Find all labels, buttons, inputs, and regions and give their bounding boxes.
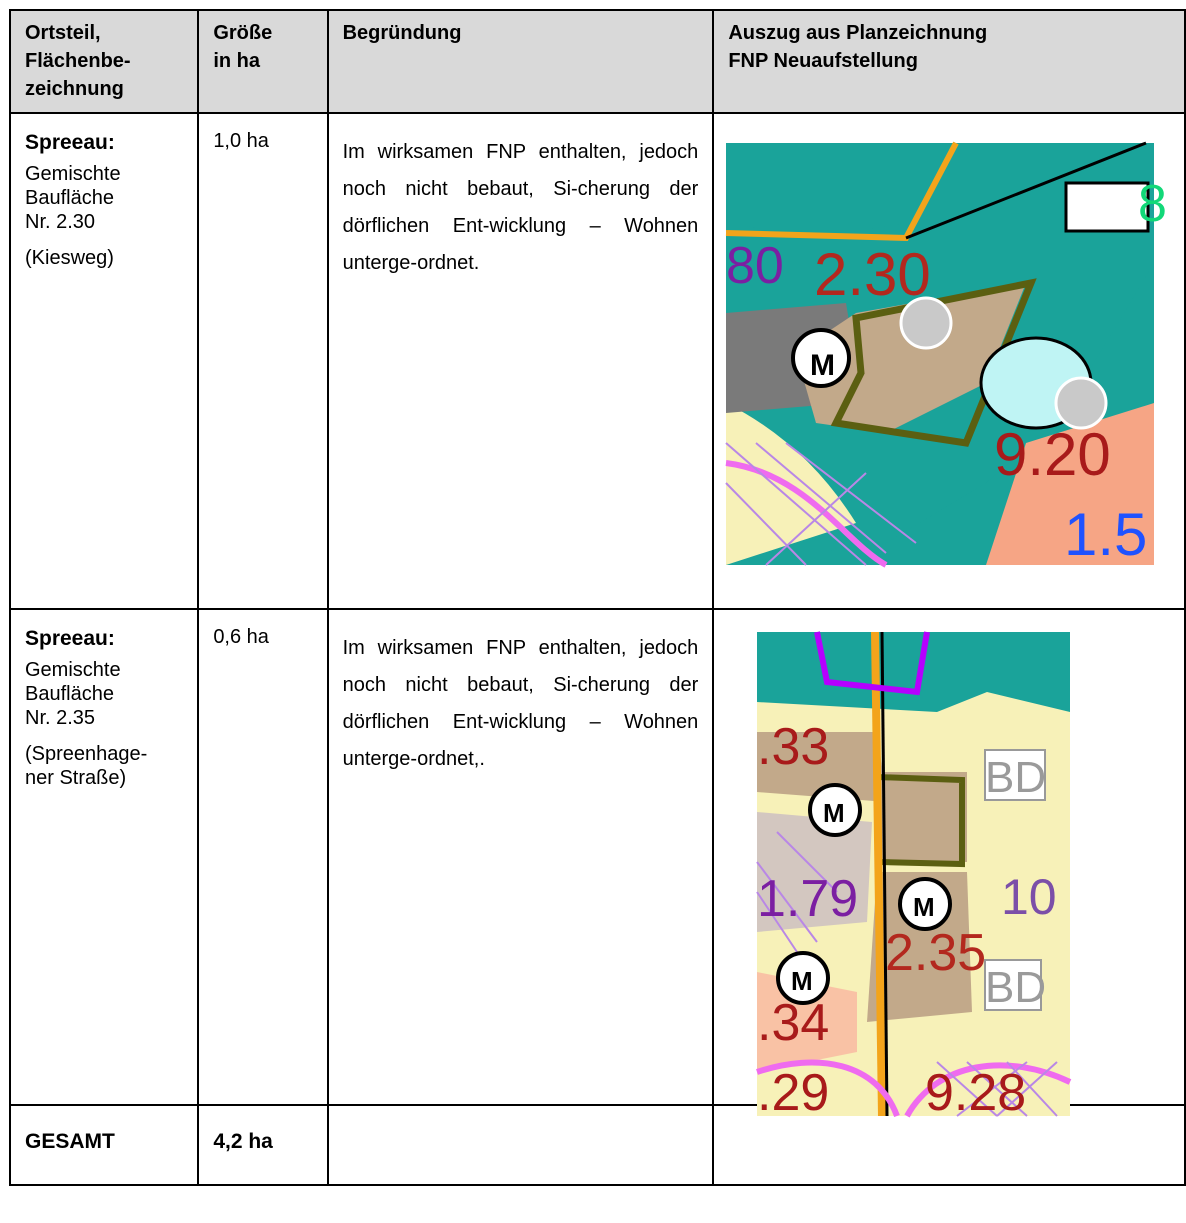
cell-size [198, 609, 327, 1105]
area-street-line2: ner Straße) [25, 767, 127, 789]
area-street-line1: (Spreenhage- [25, 743, 148, 765]
map-label-15: 1.5 [1064, 501, 1148, 568]
header-map-line2: FNP Neuaufstellung [728, 50, 918, 72]
area-size: 0,6 ha [213, 626, 269, 648]
map-label-80: 80 [726, 237, 785, 295]
map-label-29: .29 [757, 1064, 830, 1122]
header-size [198, 10, 327, 113]
cell-total-size [198, 1105, 327, 1185]
plan-excerpt-map [757, 632, 1070, 1122]
area-type-line2: Baufläche [25, 187, 114, 209]
area-type-line1: Gemischte [25, 659, 121, 681]
map-label-230: 2.30 [814, 241, 932, 308]
header-ortsteil-line2: Flächenbe- [25, 50, 131, 72]
area-size: 1,0 ha [213, 130, 269, 152]
area-table [9, 9, 1186, 1186]
map-label-bd-top: BD [985, 753, 1047, 802]
plan-excerpt-map [726, 143, 1168, 568]
cell-total-label [10, 1105, 198, 1185]
map-label-bd: BD [985, 963, 1047, 1012]
cell-ortsteil [10, 113, 198, 609]
map-label-10: 10 [1001, 869, 1057, 925]
cell-map [713, 609, 1185, 1122]
area-street: (Kiesweg) [25, 247, 114, 269]
cell-reason [328, 113, 714, 609]
table-row [10, 113, 1185, 609]
cell-size [198, 113, 327, 609]
header-ortsteil-line3: zeichnung [25, 78, 124, 100]
map-label-m1: M [823, 798, 845, 828]
area-type-line1: Gemischte [25, 163, 121, 185]
map-label-m: M [810, 349, 836, 382]
header-ortsteil-line1: Ortsteil, [25, 22, 101, 44]
area-type-line2: Baufläche [25, 683, 114, 705]
total-size: 4,2 ha [213, 1130, 273, 1153]
map-label-33: .33 [757, 718, 830, 776]
cell-total-reason [328, 1105, 714, 1185]
table-header-row [10, 10, 1185, 113]
header-map [713, 10, 1185, 113]
reason-text: Im wirksamen FNP enthalten, jedoch noch nicht bebaut, Si-cherung der dörflichen Ent-wicklung – Wohnen unterge-ordnet. [342, 141, 699, 274]
header-reason-text: Begründung [342, 22, 462, 44]
header-reason [328, 10, 714, 113]
map-label-m2: M [913, 892, 935, 922]
map-label-235: 2.35 [885, 924, 987, 982]
area-number: Nr. 2.30 [25, 211, 96, 233]
area-number: Nr. 2.35 [25, 707, 96, 729]
cell-reason [328, 609, 714, 1105]
map-label-928: 9.28 [925, 1064, 1027, 1122]
map-label-34: .34 [757, 994, 830, 1052]
cell-ortsteil [10, 609, 198, 1105]
total-label: GESAMT [25, 1130, 115, 1153]
reason-text: Im wirksamen FNP enthalten, jedoch noch nicht bebaut, Si-cherung der dörflichen Ent-wicklung – Wohnen unterge-ordnet,. [342, 637, 699, 770]
ortsteil-name: Spreeau: [25, 131, 115, 154]
table-row [10, 609, 1185, 1105]
header-size-line2: in ha [213, 50, 260, 72]
cell-map [713, 113, 1185, 609]
header-map-line1: Auszug aus Planzeichnung [728, 22, 988, 44]
map-label-179: 1.79 [757, 870, 859, 928]
ortsteil-name: Spreeau: [25, 627, 115, 650]
map-label-920: 9.20 [994, 421, 1112, 488]
header-ortsteil [10, 10, 198, 113]
map-label-m3: M [791, 966, 813, 996]
map-label-8: 8 [1138, 175, 1168, 233]
header-size-line1: Größe [213, 22, 273, 44]
